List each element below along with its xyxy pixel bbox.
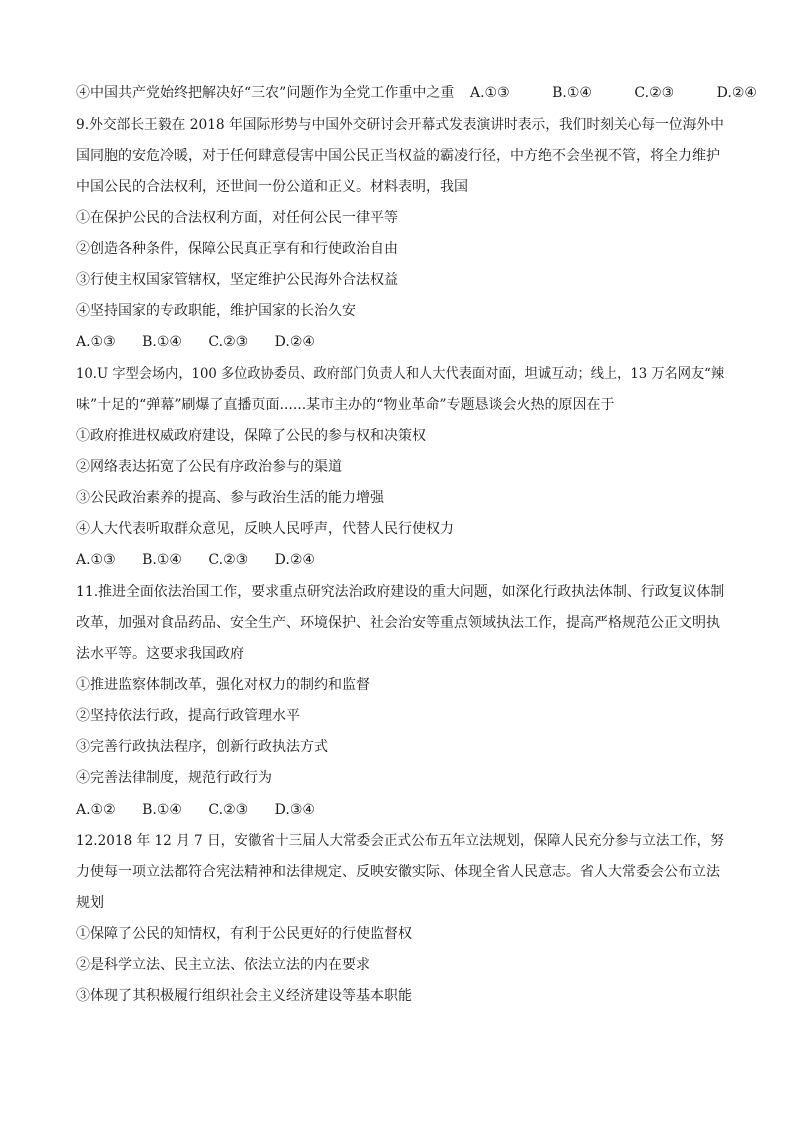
- q10-choice-4: ④人大代表听取群众意见，反映人民呼声，代替人民行使权力: [76, 521, 454, 537]
- q11-choice-2: ②坚持依法行政，提高行政管理水平: [76, 708, 300, 724]
- q10-stem-line-2: 味”十足的“弹幕”刷爆了直播页面......某市主办的“物业革命”专题恳谈会火热的原因在于: [76, 397, 615, 413]
- q9-options: [76, 332, 337, 352]
- q11-option-d: D.③④: [274, 802, 315, 818]
- q10-option-c: C.②③: [208, 552, 249, 568]
- q10-choice-1: ①政府推进权威政府建设，保障了公民的参与权和决策权: [76, 428, 426, 444]
- q8-options: [470, 83, 757, 103]
- q10-choice-2: ②网络表达拓宽了公民有序政治参与的渠道: [76, 459, 342, 475]
- q12-stem-line-3: 规划: [76, 895, 104, 911]
- q9-option-a: A.①③: [76, 334, 116, 350]
- q9-option-b: B.①④: [142, 334, 182, 350]
- q10-option-d: D.②④: [274, 552, 315, 568]
- q9-choice-2: ②创造各种条件，保障公民真正享有和行使政治自由: [76, 241, 398, 257]
- q9-choice-1: ①在保护公民的合法权利方面，对任何公民一律平等: [76, 210, 398, 226]
- q11-option-b: B.①④: [142, 802, 182, 818]
- q8-option-c: C.②③: [634, 85, 675, 101]
- q11-option-c: C.②③: [208, 802, 249, 818]
- q12-choice-3: ③体现了其积极履行组织社会主义经济建设等基本职能: [76, 988, 412, 1004]
- q10-options: [76, 550, 337, 570]
- q10-choice-3: ③公民政治素养的提高、参与政治生活的能力增强: [76, 490, 384, 506]
- q12-choice-2: ②是科学立法、民主立法、依法立法的内在要求: [76, 957, 370, 973]
- q11-option-a: A.①②: [76, 802, 116, 818]
- q8-option-a: A.①③: [470, 85, 510, 101]
- q11-stem-line-1: 11.推进全面依法治国工作，要求重点研究法治政府建设的重大问题，如深化行政执法体制、行政复议体制: [76, 584, 725, 600]
- q8-option-d: D.②④: [716, 85, 757, 101]
- q11-choice-1: ①推进监察体制改革，强化对权力的制约和监督: [76, 677, 370, 693]
- q11-stem-line-3: 法水平等。这要求我国政府: [76, 646, 244, 662]
- q9-stem-line-3: 中国公民的合法权利，还世间一份公道和正义。材料表明，我国: [76, 179, 468, 195]
- q8-choice-4: ④中国共产党始终把解决好“三农”问题作为全党工作重中之重: [76, 85, 455, 101]
- q9-choice-4: ④坚持国家的专政职能，维护国家的长治久安: [76, 303, 356, 319]
- q11-choice-3: ③完善行政执法程序，创新行政执法方式: [76, 739, 328, 755]
- q11-stem-line-2: 改革，加强对食品药品、安全生产、环境保护、社会治安等重点领域执法工作，提高严格规范公正文明执: [76, 615, 720, 631]
- q11-options: [76, 800, 337, 820]
- q9-option-c: C.②③: [208, 334, 249, 350]
- q8-option-b: B.①④: [552, 85, 592, 101]
- q10-option-b: B.①④: [142, 552, 182, 568]
- q12-stem-line-2: 力使每一项立法都符合宪法精神和法律规定、反映安徽实际、体现全省人民意志。省人大常委会公布立法: [76, 864, 720, 880]
- q9-stem-line-1: 9.外交部长王毅在 2018 年国际形势与中国外交研讨会开幕式发表演讲时表示，我们时刻关心每一位海外中: [76, 117, 724, 133]
- q12-choice-1: ①保障了公民的知情权，有利于公民更好的行使监督权: [76, 926, 412, 942]
- q11-choice-4: ④完善法律制度，规范行政行为: [76, 770, 272, 786]
- q12-stem-line-1: 12.2018 年 12 月 7 日，安徽省十三届人大常委会正式公布五年立法规划，保障人民充分参与立法工作，努: [76, 833, 724, 849]
- q9-stem-line-2: 国同胞的安危冷暖，对于任何肆意侵害中国公民正当权益的霸凌行径，中方绝不会坐视不管，将全力维护: [76, 148, 720, 164]
- q9-option-d: D.②④: [274, 334, 315, 350]
- q10-option-a: A.①③: [76, 552, 116, 568]
- q10-stem-line-1: 10.U 字型会场内，100 多位政协委员、政府部门负责人和人大代表面对面，坦诚互动；线上，13 万名网友“辣: [76, 366, 725, 382]
- q9-choice-3: ③行使主权国家管辖权，坚定维护公民海外合法权益: [76, 272, 398, 288]
